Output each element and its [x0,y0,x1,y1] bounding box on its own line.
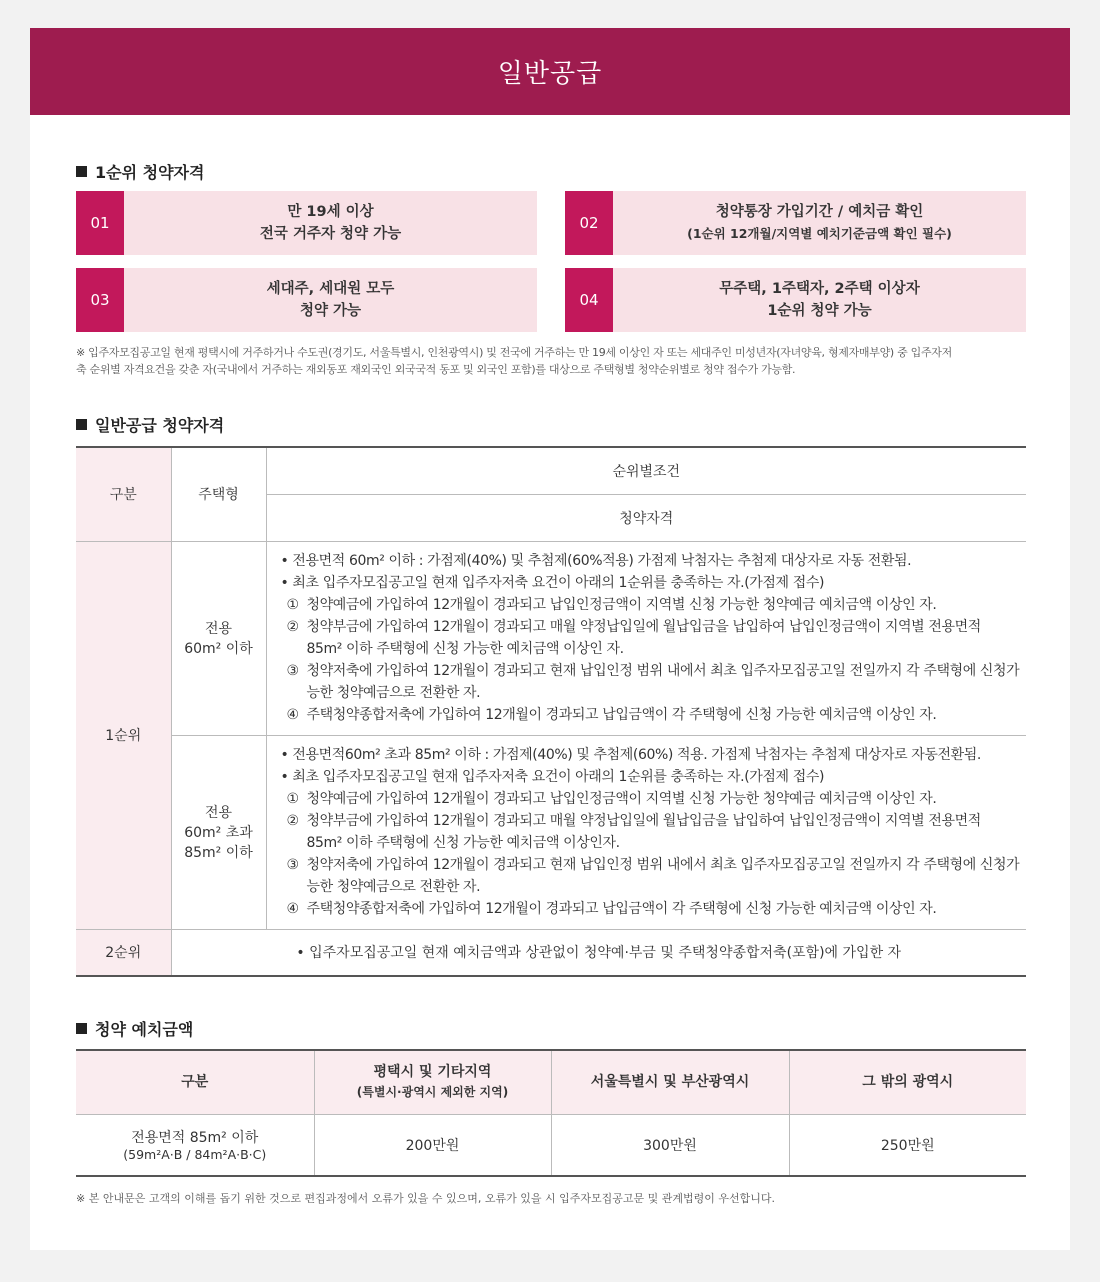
qualification-box-04 [565,268,1026,332]
box-text: 만 19세 이상 전국 거주자 청약 가능 [259,204,402,242]
conditions-60: • 전용면적 60m² 이하 : 가점제(40%) 및 추첨제(60%적용) 가점제 낙첨자는 추첨제 대상자로 자동 전환됨. • 최초 입주자모집공고일 현재 입주자저축 요건이 아래의 1순위를 충족하는 자.(가점제 접수) ① 청약예금에 가입하여 12개월이 경과되고 납입인정금액이 지역별 신청 가능한 청약예금 예치금액 이상인 자. ② 청약부금에 가입하여 12개월이 경과되고 매월 약정납입일에 월납입금을 납입하여 납입인정금액이 지역별 전용면적 85m² 이하 주택형에 신청 가능한 예치금액 이상인 자. ③ 청약저축에 가입하여 12개월이 경과되고 현재 납입인정 범위 내에서 최초 입주자모집공고일 전일까지 각 주택형에 신청가능한 청약예금으로 전환한 자. ④ 주택청약종합저축에 가입하여 12개월이 경과되고 납입금액이 각 주택형에 신청 가능한 예치금액 이상인 자. [266,541,1026,735]
residence-note: ※ 입주자모집공고일 현재 평택시에 거주하거나 수도권(경기도, 서울특별시, 인천광역시) 및 전국에 거주하는 만 19세 이상인 자 또는 세대주인 미성년자(자녀양육, 형제자매부양) 중 입주자저 축 순위별 자격요건을 갖춘 자(국내에서 거주하는 재외동포 재외국인 외국국적 동포 및 외국인 포함)를 대상으로 주택형별 청약순위별로 청약 접수가 가능함. [76,346,952,376]
disclaimer-footnote: ※ 본 안내문은 고객의 이해를 돕기 위한 것으로 편집과정에서 오류가 있을 수 있으며, 오류가 있을 시 입주자모집공고문 및 관계법령이 우선합니다. [76,1192,775,1205]
qualification-box-01 [76,191,537,255]
rank-2-conditions: • 입주자모집공고일 현재 예치금액과 상관없이 청약예·부금 및 주택청약종합저축(포함)에 가입한 자 [171,929,1026,976]
section-title-deposit: 청약 예치금액 [76,1017,193,1040]
housing-type-60: 전용 60m² 이하 [171,541,266,735]
box-text: 청약통장 가입기간 / 예치금 확인 (1순위 12개월/지역별 예치기준금액 확인 필수) [687,204,952,241]
section-title-first-rank: 1순위 청약자격 [76,160,204,183]
deposit-row-label: 전용면적 85m² 이하 (59m²A·B / 84m²A·B·C) [76,1114,314,1176]
header-rank-conditions: 순위별조건 [266,447,1026,494]
section-title-general-supply: 일반공급 청약자격 [76,413,224,436]
deposit-header-seoul-busan: 서울특별시 및 부산광역시 [551,1050,789,1114]
qualification-box-02 [565,191,1026,255]
deposit-value-other-metro: 250만원 [789,1114,1026,1176]
rank-2-label: 2순위 [76,929,171,976]
box-text: 세대주, 세대원 모두 청약 가능 [266,281,395,319]
page-title: 일반공급 [30,28,1070,115]
header-housing-type: 주택형 [171,447,266,541]
deposit-table [76,1049,1026,1177]
box-text: 무주택, 1주택자, 2주택 이상자 1순위 청약 가능 [719,281,920,319]
housing-type-60-85: 전용 60m² 초과 85m² 이하 [171,735,266,929]
rank-1-label: 1순위 [76,541,171,929]
content-card [30,28,1070,1250]
deposit-value-seoul-busan: 300만원 [551,1114,789,1176]
box-number: 04 [565,268,613,332]
header-qualification: 청약자격 [266,494,1026,541]
square-bullet-icon [76,166,87,177]
qualification-box-03 [76,268,537,332]
deposit-header-other-metro: 그 밖의 광역시 [789,1050,1026,1114]
deposit-header-pyeongtaek: 평택시 및 기타지역 (특별시·광역시 제외한 지역) [314,1050,551,1114]
box-number: 03 [76,268,124,332]
square-bullet-icon [76,1023,87,1034]
general-supply-table [76,446,1026,977]
deposit-value-pyeongtaek: 200만원 [314,1114,551,1176]
deposit-header-category: 구분 [76,1050,314,1114]
box-number: 01 [76,191,124,255]
box-number: 02 [565,191,613,255]
conditions-60-85: • 전용면적60m² 초과 85m² 이하 : 가점제(40%) 및 추첨제(60%) 적용. 가점제 낙첨자는 추첨제 대상자로 자동전환됨. • 최초 입주자모집공고일 현재 입주자저축 요건이 아래의 1순위를 충족하는 자.(가점제 접수) ① 청약예금에 가입하여 12개월이 경과되고 납입인정금액이 지역별 신청 가능한 청약예금 예치금액 이상인 자. ② 청약부금에 가입하여 12개월이 경과되고 매월 약정납입일에 월납입금을 납입하여 납입인정금액이 지역별 전용면적 85m² 이하 주택형에 신청 가능한 예치금액 이상인자. ③ 청약저축에 가입하여 12개월이 경과되고 현재 납입인정 범위 내에서 최초 입주자모집공고일 전일까지 각 주택형에 신청가능한 청약예금으로 전환한 자. ④ 주택청약종합저축에 가입하여 12개월이 경과되고 납입금액이 각 주택형에 신청 가능한 예치금액 이상인 자. [266,735,1026,929]
square-bullet-icon [76,419,87,430]
header-category: 구분 [76,447,171,541]
